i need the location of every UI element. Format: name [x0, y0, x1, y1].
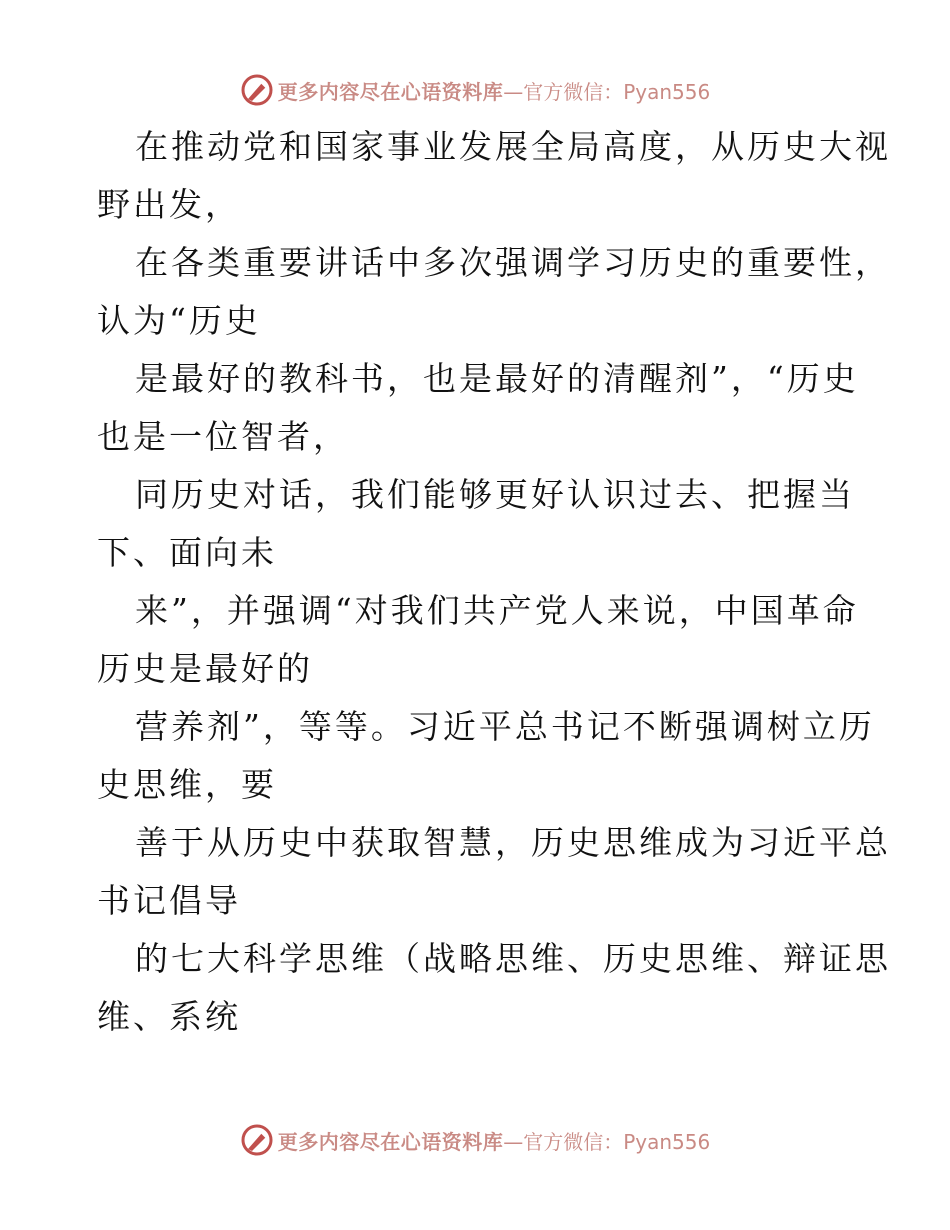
pen-logo-icon — [240, 1123, 274, 1157]
text-line: 史思维，要 — [97, 765, 277, 804]
text-line: 在推动党和国家事业发展全局高度，从历史大视 — [135, 127, 891, 166]
footer-banner — [0, 1120, 950, 1160]
text-line: 在各类重要讲话中多次强调学习历史的重要性， — [135, 243, 891, 282]
text-line: 认为“历史 — [97, 301, 261, 340]
text-line: 维、系统 — [97, 997, 241, 1036]
text-line: 下、面向未 — [97, 533, 277, 572]
banner-wechat: —官方微信：Pyan556 — [503, 79, 711, 104]
text-line: 善于从历史中获取智慧，历史思维成为习近平总 — [135, 823, 891, 862]
text-line: 野出发， — [97, 185, 241, 224]
text-line: 来”，并强调“对我们共产党人来说，中国革命 — [135, 591, 859, 630]
pen-logo-icon — [240, 73, 274, 107]
text-line: 同历史对话，我们能够更好认识过去、把握当 — [135, 475, 855, 514]
banner-title: 更多内容尽在心语资料库 — [277, 1129, 504, 1154]
document-body — [97, 118, 891, 1046]
text-line: 也是一位智者， — [97, 417, 349, 456]
text-line: 的七大科学思维（战略思维、历史思维、辩证思 — [135, 939, 891, 978]
banner-title: 更多内容尽在心语资料库 — [277, 79, 504, 104]
banner-wechat: —官方微信：Pyan556 — [503, 1129, 711, 1154]
header-banner — [0, 70, 950, 110]
text-line: 历史是最好的 — [97, 649, 313, 688]
text-line: 营养剂”，等等。习近平总书记不断强调树立历 — [135, 707, 875, 746]
text-line: 书记倡导 — [97, 881, 241, 920]
text-line: 是最好的教科书，也是最好的清醒剂”，“历史 — [135, 359, 859, 398]
